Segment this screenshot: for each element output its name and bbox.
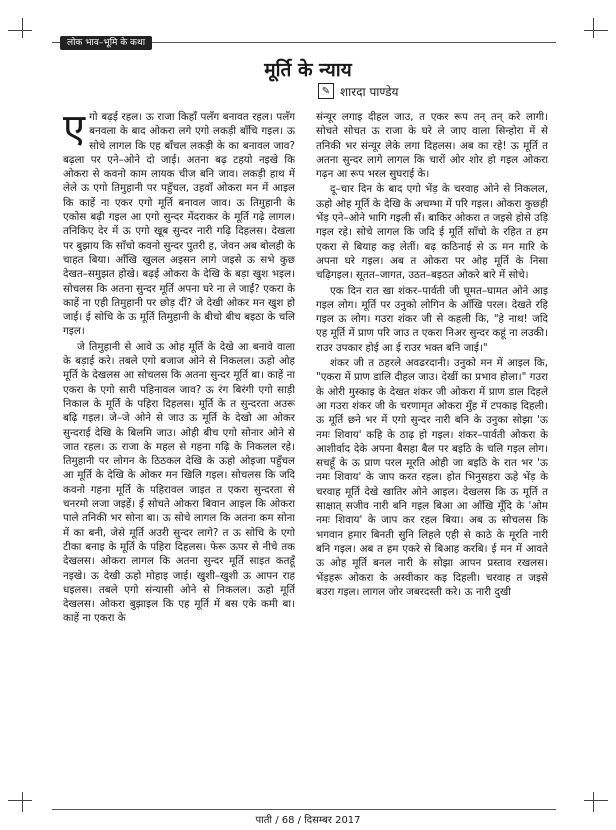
page-footer: पाती / 68 / दिसम्बर 2017: [255, 815, 361, 826]
crop-mark: [584, 30, 608, 31]
paragraph: जे तिमुहानी से आवे ऊ ओह मूर्ति के देखे आ बनावे वाला के बड़ाई करे। तबले एगो बजाज ओने से निकलल। ऊहो ओह मूर्ति के देखलस आ सोचलस कि अतना सुन्दर मूर्ति बा। काहें ना एकरा के एगो सारी पहिनावल जाव? ऊ रंग बिरंगी एगो साड़ी निकाल के मूर्ति के पहिरा दिहलस। मूर्ति के त सुन्दरता अउरू बढ़ि गइल। जे–जे ओने से जाउ ऊ मूर्ति के देखो आ ओकर सुन्दराई देखि के बिलमि जाउ। ओही बीच एगो सोनार ओने से जात रहल। ऊ राजा के महल से गहना गढ़ि के निकलल रहे। तिमुहानी पर लोगन के ठिठकल देखि के ऊहो ओइजा पहुँचल आ मूर्ति के देखि के ओकर मन खिलि गइल। सोचलस कि जदि कवनो गहना मूर्ति के पहिरावल जाइत त एकरा सुन्दरता से चनरमो लजा जइहें। ई सोचते ओकरा बिवान आइल कि ओकरा पाले तनिकी भर सोना बा। ऊ सोचे लागल कि अतना कम सोना में का बनी, जेसे मूर्ति अउरी सुन्दर लागे? त ऊ सोचि के एगो टीका बनाइ के मूर्ति के पहिरा दिहलस। फेरू ऊपर से नीचे तक देखलस। ओकरा लागल कि अतना सुन्दर मूर्ति साइत कतहूँ नइखे। ऊ देखी ऊहो मोहाइ जाई। खुशी–खुशी ऊ आपन राह धइलस। तबले एगो संन्यासी ओने से निकलल। ऊहो मूर्ति देखलस। ओकरा बुझाइल कि एह मूर्ति में बस एके कमी बा। काहें ना एकरा के: [63, 340, 295, 625]
author-byline: [318, 82, 398, 100]
pen-icon: ✎: [318, 83, 334, 99]
left-column: [63, 110, 295, 810]
crop-mark: [8, 800, 32, 801]
paragraph: [63, 110, 295, 339]
paragraph: शंकर जी त ठहरले अवढरदानी। उनुको मन में आइल कि, "एकरा में प्राण डालि दीहल जाउ। देखीं का प्रभाव होला।" गउरा के ओरी मुस्काइ के देखत शंकर जी ओकरा में प्राण डाल दिहले आ गउरा शंकर जी के चरणामृत ओकरा मुँह में टपकाइ दिहली। ऊ मूर्ति छने भर में एगो सुन्दर नारी बनि के उनुका सोझा 'ऊ नमः शिवाय' कहि के ठाढ़ हो गइल। शंकर–पार्वती ओकरा के आशीर्वाद देके अपना बैसहा बैल पर बइठि के चलि गइल लोग। सचहूँ के ऊ प्राण परल मूरति ओही जा बइठि के रात भर 'ऊ नमः शिवाय' के जाप करत रहल। होत भिनुसहरा ऊहे भेंड़ के चरवाह मूर्ति देखे खातिर ओने आइल। देखलस कि ऊ मूर्ति त साक्षात् सजीव नारी बनि गइल बिआ आ आँखि मूँदि के 'ओम नमः शिवाय' के जाप कर रहल बिया। अब ऊ सोचलस कि भगवान हमार बिनती सुनि लिहले एही से काठे के मूरति नारी बनि गइल। अब त हम एकरे से बिआह करबि। ई मन में आवते ऊ ओह मूर्ति बनल नारी के सोझा आपन प्रस्ताव रखलस। भेंड़हरू ओकरा के अस्वीकार कइ दिहली। चरवाह त जइसे बउरा गइल। लागल जोर जबरदस्ती करे। ऊ नारी दुखी: [316, 357, 548, 598]
paragraph: एक दिन रात खा शंकर–पार्वती जी घूमत–घामत ओने आइ गइल लोग। मूर्ति पर उनुको लोगिन के आँखि परल। देखते रहि गइल ऊ लोग। गउरा शंकर जी से कहली कि, "हे नाथ! जदि एह मूर्ति में प्राण परि जाउ त एकरा निअर सुन्दर कहूं ना लउकी। राउर उपकार होई आ ई राउर भक्त बनि जाई।": [316, 284, 548, 354]
crop-mark: [593, 18, 594, 38]
crop-mark: [22, 792, 23, 812]
section-tab: लोक भाव–भूमि के कथा: [60, 36, 152, 50]
right-column: [316, 110, 548, 810]
paragraph-text: गो बढ़ई रहल। ऊ राजा किहाँ पलँग बनावत रहल। पलँग बनवला के बाद ओकरा लगे एगो लकड़ी बाँचि गइल। ऊ सोचे लागल कि एह बाँचल लकड़ी के का बनावल जाव? बढ़ला पर एने–ओने दो जाई। अतना बढ़ टहयो नइखे कि ओकरा से कवनो काम लायक चीज बनि जाव। लकड़ी हाथ में लेले ऊ एगो तिमुहानी पर पहुँचल, उहवाँ ओकरा मन में आइल कि काहें ना एकर एगो मूर्ति बनावल जाव। ऊ तिमुहानी के एकोस बढ़ी गइल आ एगो सुन्दर मेंदराकर के मूर्ति गढ़े लागल। तनिकिए देर में ऊ एगो खूब सुन्दर नारी गढ़ि दिहलस। देखला पर बुझाय कि साँचो कवनो सुन्दर पुतरी ह, जेवन अब बोलही के चाहत बिया। आँखि खुलल अइसन लागे जइसे ऊ सभे कुछ देखत–समुझत होखे। बढ़ई ओकरा के देखि के बड़ा खुश भइल। सोचलस कि अतना सुन्दर मूर्ति अपना घरे ना ले जाईं? एकरा के काहें ना एही तिमुहानी पर छोड़ दीं? जे देखी ओकर मन खुश हो जाई। ई सोचि के ऊ मूर्ति तिमुहानी के बीचो बीच बइठा के चलि गइल।: [63, 111, 295, 338]
drop-cap: ए: [63, 110, 86, 152]
crop-mark: [593, 792, 594, 812]
crop-mark: [8, 30, 32, 31]
paragraph: दू–चार दिन के बाद एगो भेंड़ के चरवाह ओने से निकलल, ऊहो ओह मूर्ति के देखि के अचम्भा में परि गइल। ओकरा कुछ्ही भेंड़ एने–ओने भागि गइली सँ। बाकिर ओकरा त जइसे होसे उड़ि गइल रहे। सोचे लागल कि जदि ई मूर्ति साँचो के रहित त हम एकरा से बियाह कइ लेतीं। बढ़ कठिनाई से ऊ मन मारि के अपना घरे गइल। अब त ओकरा पर ओह मूर्ति के निसा चढ़िगइल। सूतत–जागत, उठत–बइठत ओकरे बारे में सोचे।: [316, 183, 548, 282]
crop-mark: [22, 18, 23, 38]
author-name: शारदा पाण्डेय: [340, 84, 399, 99]
column-gutter: [300, 110, 301, 800]
article-title: मूर्ति के न्याय: [264, 59, 352, 81]
crop-mark: [584, 800, 608, 801]
footer-rule: [52, 809, 556, 810]
paragraph: संन्यूर लगाइ दीहल जाउ, त एकर रूप तन् तन् करे लागी। सोचते सोचत ऊ राजा के घरे ले जाए वाला सिन्होरा में से तनिकी भर संन्यूर लेके लगा दिहलस। अब का रहे! ऊ मूर्ति त अतना सुन्दर लागे लागल कि चारों ओर शोर हो गइल ओकरा गढ़न आ रूप भरल सुघराई के।: [316, 111, 548, 181]
